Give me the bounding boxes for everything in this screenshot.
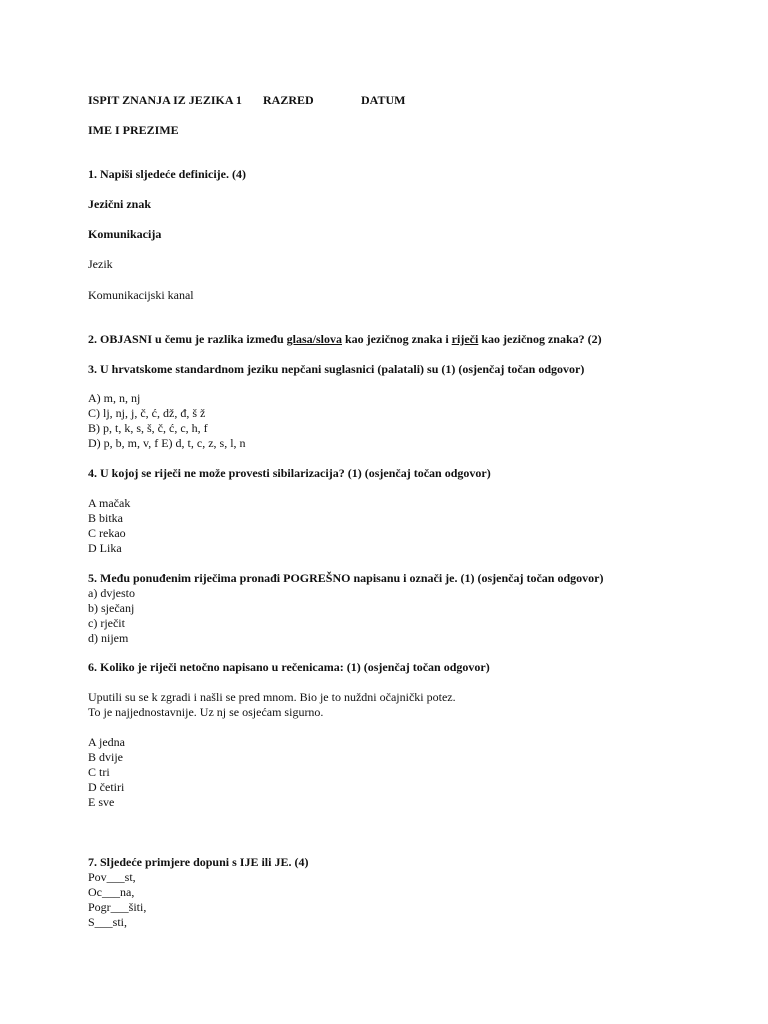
answer-option: C) lj, nj, j, č, ć, dž, đ, š ž — [88, 406, 206, 420]
question-2-title — [88, 332, 602, 347]
fill-in-item: S___sti, — [88, 915, 128, 929]
answer-option: b) sječanj — [88, 601, 135, 615]
answer-option: A jedna — [88, 735, 125, 749]
answer-option: D) p, b, m, v, f E) d, t, c, z, s, l, n — [88, 436, 246, 450]
question-2-text: kao jezičnog znaka? (2) — [478, 332, 602, 346]
answer-option: D Lika — [88, 541, 122, 555]
answer-option: E sve — [88, 795, 115, 809]
answer-option: d) nijem — [88, 631, 129, 645]
exam-title: ISPIT ZNANJA IZ JEZIKA 1 — [88, 93, 242, 107]
question-2-text: 2. OBJASNI u čemu je razlika između — [88, 332, 287, 346]
answer-option: B) p, t, k, s, š, č, ć, c, h, f — [88, 421, 208, 435]
question-6-text: Uputili su se k zgradi i našli se pred mnom. Bio je to nuždni očajnički potez. — [88, 690, 456, 704]
header-line — [88, 93, 406, 108]
question-5-title: 5. Među ponuđenim riječima pronađi POGREŠNO napisanu i označi je. (1) (osjenčaj točan odgovor) — [88, 571, 604, 585]
exam-page — [88, 0, 738, 1024]
question-7-title: 7. Sljedeće primjere dopuni s IJE ili JE. (4) — [88, 855, 309, 869]
question-4-title: 4. U kojoj se riječi ne može provesti sibilarizacija? (1) (osjenčaj točan odgovor) — [88, 466, 491, 480]
definition-item: Komunikacijski kanal — [88, 288, 194, 302]
fill-in-item: Pov___st, — [88, 870, 136, 884]
definition-item: Komunikacija — [88, 227, 162, 241]
question-1-title: 1. Napiši sljedeće definicije. (4) — [88, 167, 246, 181]
answer-option: D četiri — [88, 780, 125, 794]
answer-option: a) dvjesto — [88, 586, 135, 600]
razred-label: RAZRED — [263, 93, 314, 107]
definition-item: Jezični znak — [88, 197, 151, 211]
answer-option: c) rječit — [88, 616, 125, 630]
answer-option: A mačak — [88, 496, 131, 510]
answer-option: C tri — [88, 765, 110, 779]
answer-option: C rekao — [88, 526, 126, 540]
definition-item: Jezik — [88, 257, 113, 271]
question-6-text: To je najjednostavnije. Uz nj se osjećam sigurno. — [88, 705, 324, 719]
question-2-underlined: glasa/slova — [286, 332, 342, 346]
answer-option: B bitka — [88, 511, 123, 525]
datum-label: DATUM — [361, 93, 406, 107]
question-2-text: kao jezičnog znaka i — [342, 332, 452, 346]
answer-option: B dvije — [88, 750, 123, 764]
question-3-title: 3. U hrvatskome standardnom jeziku nepčani suglasnici (palatali) su (1) (osjenčaj točan odgovor) — [88, 362, 585, 376]
fill-in-item: Pogr___šiti, — [88, 900, 147, 914]
question-2-underlined: riječi — [451, 332, 479, 346]
name-label: IME I PREZIME — [88, 123, 179, 137]
answer-option: A) m, n, nj — [88, 391, 141, 405]
fill-in-item: Oc___na, — [88, 885, 135, 899]
question-6-title: 6. Koliko je riječi netočno napisano u rečenicama: (1) (osjenčaj točan odgovor) — [88, 660, 490, 674]
